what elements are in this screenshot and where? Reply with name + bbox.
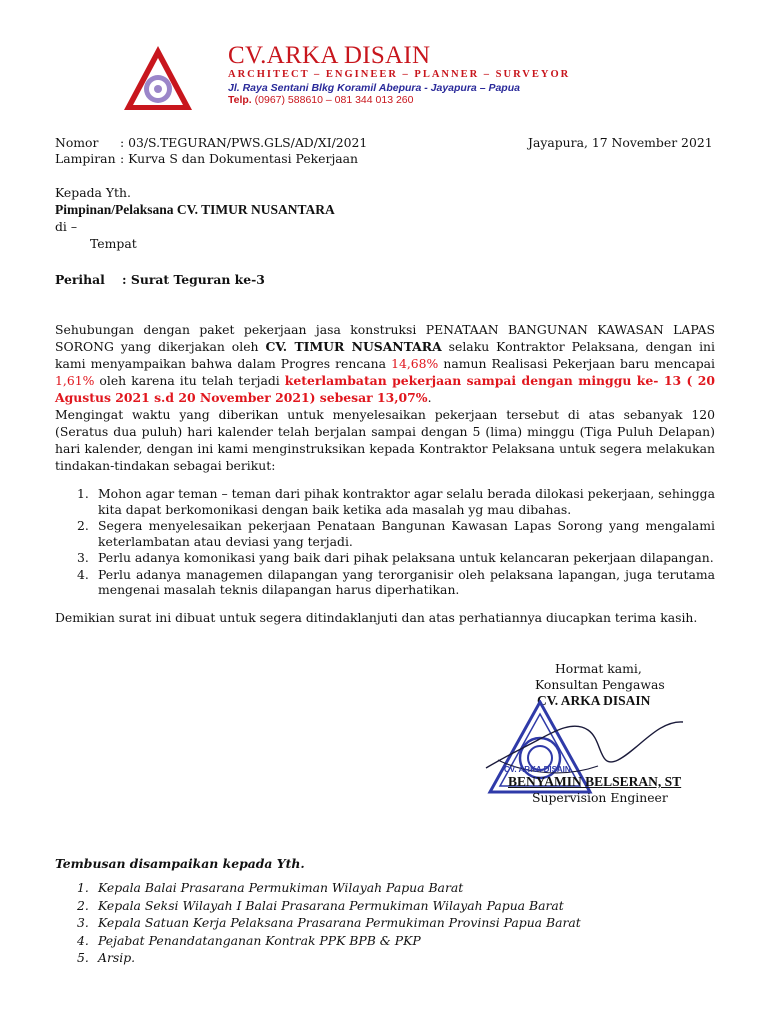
list-number: 2. [77,518,89,533]
p1-text-b: selaku Kontraktor Pelaksana, dengan ini kami menyampaikan bahwa dalam Progres rencana [55,339,715,371]
recipient-greeting: Kepada Yth. [55,185,131,200]
signature-role: Konsultan Pengawas [535,677,665,692]
contractor-name: CV. TIMUR NUSANTARA [265,339,442,354]
list-text: Mohon agar teman – teman dari pihak kontraktor agar selalu berada dilokasi pekerjaan, sehingga kita dapat berkomonikasi dengan baik ketika ada masalah yg mau dibahas. [98,486,716,517]
place-date: Jayapura, 17 November 2021 [528,135,713,150]
company-tagline: ARCHITECT – ENGINEER – PLANNER – SURVEYOR [228,69,571,80]
paragraph-2: Mengingat waktu yang diberikan untuk menyelesaikan pekerjaan tersebut di atas sebanyak 120 (Seratus dua puluh) hari kalender telah berjalan sampai dengan 5 (lima) minggu (Tiga Puluh Delapan) hari kalender, dengan ini kami menginstruksikan kepada Kontraktor Pelaksana untuk segera melakukan tindakan-tindakan sebagai berikut: [55,407,715,473]
lampiran-label: Lampiran [55,151,116,166]
list-item [55,879,655,897]
list-item [55,897,655,915]
list-item [55,932,655,950]
list-item [55,914,655,932]
phone-number: (0967) 588610 – 081 344 013 260 [254,94,414,106]
list-text: Arsip. [98,950,136,965]
signature-company: CV. ARKA DISAIN [537,693,651,708]
list-item [55,949,655,967]
list-item [55,518,715,549]
company-logo [122,44,194,112]
p1-text-a: Sehubungan dengan paket pekerjaan jasa konstruksi PENATAAN BANGUNAN KAWASAN LAPAS SORONG yang dikerjakan oleh [55,322,715,354]
recipient-name: Pimpinan/Pelaksana CV. TIMUR NUSANTARA [55,202,335,217]
closing-text: Demikian surat ini dibuat untuk segera ditindaklanjuti dan atas perhatiannya diucapkan terima kasih. [55,610,698,625]
list-number: 1. [77,486,89,501]
list-number: 2. [77,897,89,913]
list-number: 4. [77,566,89,582]
list-number: 1. [77,880,89,895]
cc-heading: Tembusan disampaikan kepada Yth. [55,856,305,871]
phone-label: Telp. [228,94,252,106]
stamp-text: CV. ARKA DISAIN [504,765,571,774]
list-text: Perlu adanya komonikasi yang baik dari pihak pelaksana untuk kelancaran pekerjaan dilapangan. [98,550,714,565]
subject-label: Perihal [55,272,105,287]
real-progress: 1,61% [55,373,95,388]
nomor-label: Nomor [55,135,99,150]
lampiran-value: : Kurva S dan Dokumentasi Pekerjaan [120,151,359,166]
list-item [55,550,715,566]
cc-list [55,879,655,967]
company-phone [228,94,413,106]
list-text: Segera menyelesaikan pekerjaan Penataan Bangunan Kawasan Lapas Sorong yang mengalami keterlambatan atau deviasi yang terjadi. [98,518,715,549]
instruction-list [55,486,715,599]
signer-name: BENYAMIN BELSERAN, ST [508,774,682,789]
p1-text-c: namun Realisasi Pekerjaan baru mencapai [438,356,715,371]
plan-progress: 14,68% [391,356,439,371]
letter-body [55,321,715,474]
list-text: Kepala Balai Prasarana Permukiman Wilayah Papua Barat [98,880,464,895]
list-number: 3. [77,550,89,565]
signature-regards: Hormat kami, [555,661,642,676]
list-number: 5. [77,950,89,965]
recipient-place: Tempat [90,236,137,251]
delay-statement: keterlambatan pekerjaan sampai dengan minggu ke- 13 ( 20 Agustus 2021 s.d 20 November 2021) sebesar 13,07% [55,373,715,405]
p1-text-d: oleh karena itu telah terjadi [94,373,285,388]
company-address: Jl. Raya Sentani Blkg Koramil Abepura - Jayapura – Papua [228,82,520,94]
list-item [55,567,715,598]
recipient-di: di – [55,219,78,234]
list-text: Pejabat Penandatanganan Kontrak PPK BPB & PKP [98,932,421,948]
list-text: Kepala Seksi Wilayah I Balai Prasarana Permukiman Wilayah Papua Barat [98,897,564,913]
p1-text-e: . [427,390,432,405]
list-item [55,486,715,517]
nomor-value: : 03/S.TEGURAN/PWS.GLS/AD/XI/2021 [120,135,368,150]
list-number: 3. [77,915,89,930]
paragraph-1 [55,321,715,406]
list-number: 4. [77,932,89,948]
company-name: CV.ARKA DISAIN [228,42,431,69]
list-text: Perlu adanya managemen dilapangan yang terorganisir oleh pelaksana lapangan, juga terutama mengenai masalah teknis dilapangan harus diperhatikan. [98,566,715,597]
subject-value: : Surat Teguran ke-3 [122,272,265,287]
signer-title: Supervision Engineer [532,790,668,805]
list-text: Kepala Satuan Kerja Pelaksana Prasarana Permukiman Provinsi Papua Barat [98,915,581,930]
